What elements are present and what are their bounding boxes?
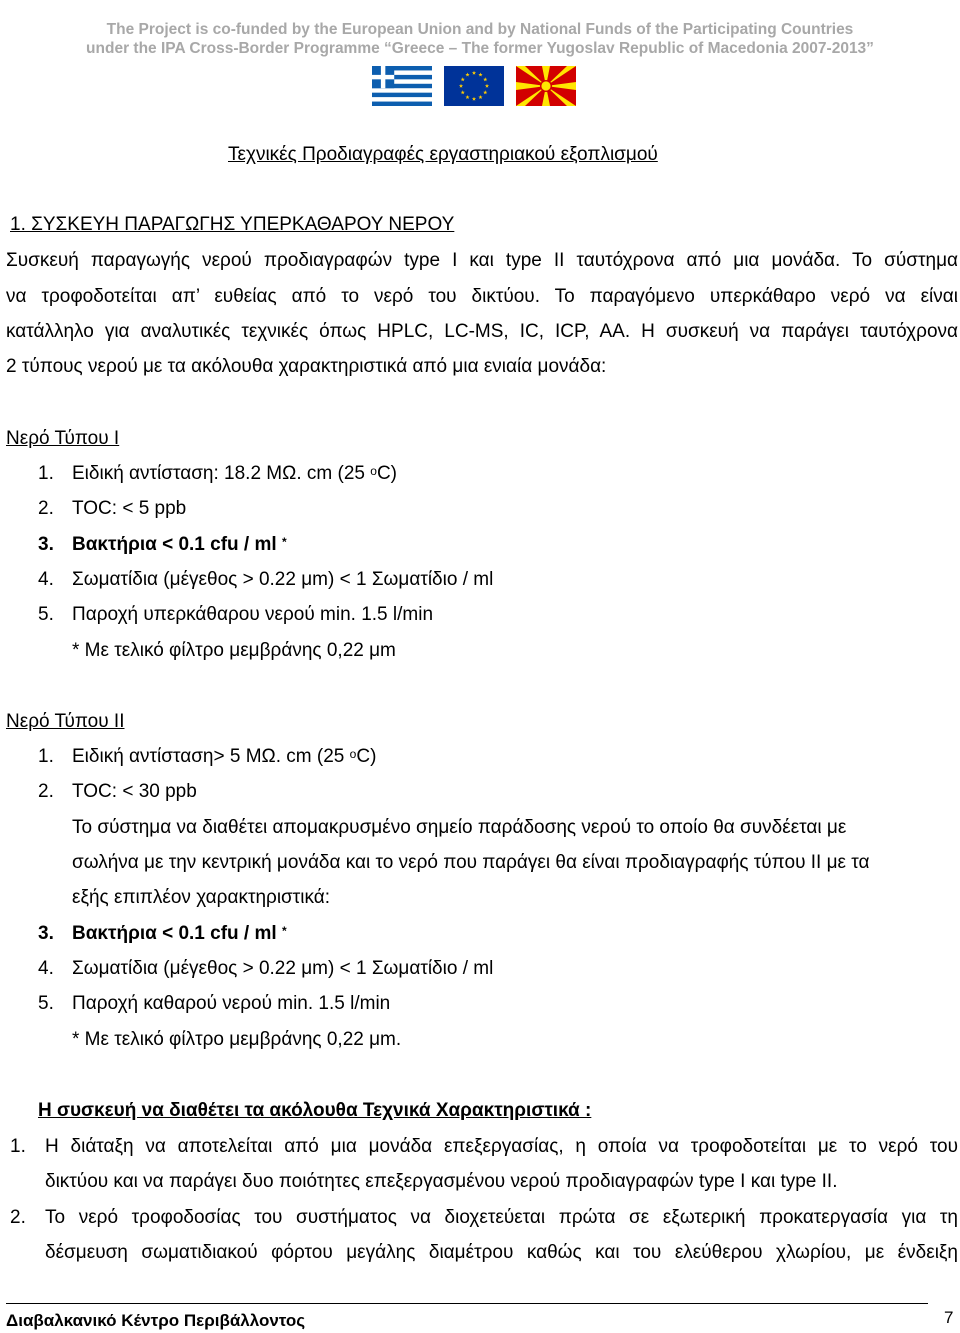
tech-item-2-num: 2. [10, 1207, 26, 1228]
flags-row [372, 66, 576, 106]
type-2-item-3: Βακτήρια < 0.1 cfu / ml * [72, 923, 287, 944]
section-1-para-line-2: να τροφοδοτείται απ’ ευθείας από το νερό του δικτύου. Το παραγόμενο υπερκάθαρο νερό να είναι [6, 286, 958, 307]
tech-item-2-line-2: δέσμευση σωματιδιακού φόρτου μεγάλης διαμέτρου καθώς και του ελεύθερου χλωρίου, με ένδειξη [45, 1242, 958, 1263]
north-macedonia-flag-icon [516, 66, 576, 106]
type-1-note: * Με τελικό φίλτρο μεμβράνης 0,22 μm [72, 640, 396, 661]
type-1-item-3: Βακτήρια < 0.1 cfu / ml * [72, 534, 287, 555]
type-2-note: * Με τελικό φίλτρο μεμβράνης 0,22 μm. [72, 1029, 402, 1050]
cofunding-line-1: The Project is co-funded by the European Union and by National Funds of the Participating Countries [106, 21, 854, 38]
cofunding-line-2: under the IPA Cross-Border Programme “Greece – The former Yugoslav Republic of Macedonia 2007-2013” [86, 40, 874, 57]
type-1-item-2-num: 2. [38, 498, 54, 519]
tech-item-1-line-1: Η διάταξη να αποτελείται από μια μονάδα επεξεργασίας, η οποία να τροφοδοτείται με το νερό του [45, 1136, 958, 1157]
type-2-item-2: TOC: < 30 ppb [72, 781, 197, 802]
type-2-item-1-num: 1. [38, 746, 54, 767]
section-1-heading: 1. ΣΥΣΚΕΥΗ ΠΑΡΑΓΩΓΗΣ ΥΠΕΡΚΑΘΑΡΟΥ ΝΕΡΟΥ [10, 214, 455, 235]
type-1-item-5-num: 5. [38, 604, 54, 625]
eu-flag-icon [444, 66, 504, 106]
type-1-item-1: Ειδική αντίσταση: 18.2 ΜΩ. cm (25 $^o$C) [72, 463, 397, 484]
tech-item-1-num: 1. [10, 1136, 26, 1157]
type-2-para-line-3: εξής επιπλέον χαρακτηριστικά: [72, 887, 331, 908]
type-1-item-4: Σωματίδια (μέγεθος > 0.22 μm) < 1 Σωματίδιο / ml [72, 569, 494, 590]
document-title: Τεχνικές Προδιαγραφές εργαστηριακού εξοπλισμού [228, 144, 658, 165]
tech-heading: Η συσκευή να διαθέτει τα ακόλουθα Τεχνικά Χαρακτηριστικά : [38, 1100, 592, 1121]
section-1-para-line-1: Συσκευή παραγωγής νερού προδιαγραφών type I και type II ταυτόχρονα από μια μονάδα. Το σύστημα [6, 250, 958, 271]
greece-flag-icon [372, 66, 432, 106]
type-1-heading: Νερό Τύπου I [6, 428, 120, 449]
type-1-item-3-num: 3. [38, 534, 54, 555]
type-2-item-3-num: 3. [38, 923, 54, 944]
section-1-para-line-3: κατάλληλο για αναλυτικές τεχνικές όπως HPLC, LC-MS, IC, ICP, AA. Η συσκευή να παράγει ταυτόχρονα [6, 321, 958, 342]
tech-item-2-line-1: Το νερό τροφοδοσίας του συστήματος να διοχετεύεται πρώτα σε εξωτερική προκατεργασία για τη [45, 1207, 958, 1228]
type-2-item-5-num: 5. [38, 993, 54, 1014]
type-2-item-4-num: 4. [38, 958, 54, 979]
cofunding-header [0, 0, 960, 62]
section-1-para-line-4: 2 τύπους νερού με τα ακόλουθα χαρακτηριστικά από μια ενιαία μονάδα: [6, 356, 607, 377]
type-2-para-line-1: Το σύστημα να διαθέτει απομακρυσμένο σημείο παράδοσης νερού το οποίο θα συνδέεται με [72, 817, 847, 838]
footer-rule [6, 1303, 928, 1304]
type-2-item-1: Ειδική αντίσταση> 5 ΜΩ. cm (25 $^o$C) [72, 746, 377, 767]
type-2-item-2-num: 2. [38, 781, 54, 802]
type-2-item-5: Παροχή καθαρού νερού min. 1.5 l/min [72, 993, 391, 1014]
type-1-item-1-num: 1. [38, 463, 54, 484]
type-2-heading: Νερό Τύπου II [6, 711, 125, 732]
tech-item-1-line-2: δικτύου και να παράγει δυο ποιότητες επεξεργασμένου νερού προδιαγραφών type I και type II. [45, 1171, 838, 1192]
type-1-item-4-num: 4. [38, 569, 54, 590]
type-1-item-5: Παροχή υπερκάθαρου νερού min. 1.5 l/min [72, 604, 434, 625]
footer-organization: Διαβαλκανικό Κέντρο Περιβάλλοντος [6, 1311, 306, 1330]
type-1-item-2: TOC: < 5 ppb [72, 498, 187, 519]
type-2-item-4: Σωματίδια (μέγεθος > 0.22 μm) < 1 Σωματίδιο / ml [72, 958, 494, 979]
page-number: 7 [944, 1308, 954, 1327]
type-2-para-line-2: σωλήνα με την κεντρική μονάδα και το νερό που παράγει θα είναι προδιαγραφής τύπου ΙΙ με τα [72, 852, 870, 873]
